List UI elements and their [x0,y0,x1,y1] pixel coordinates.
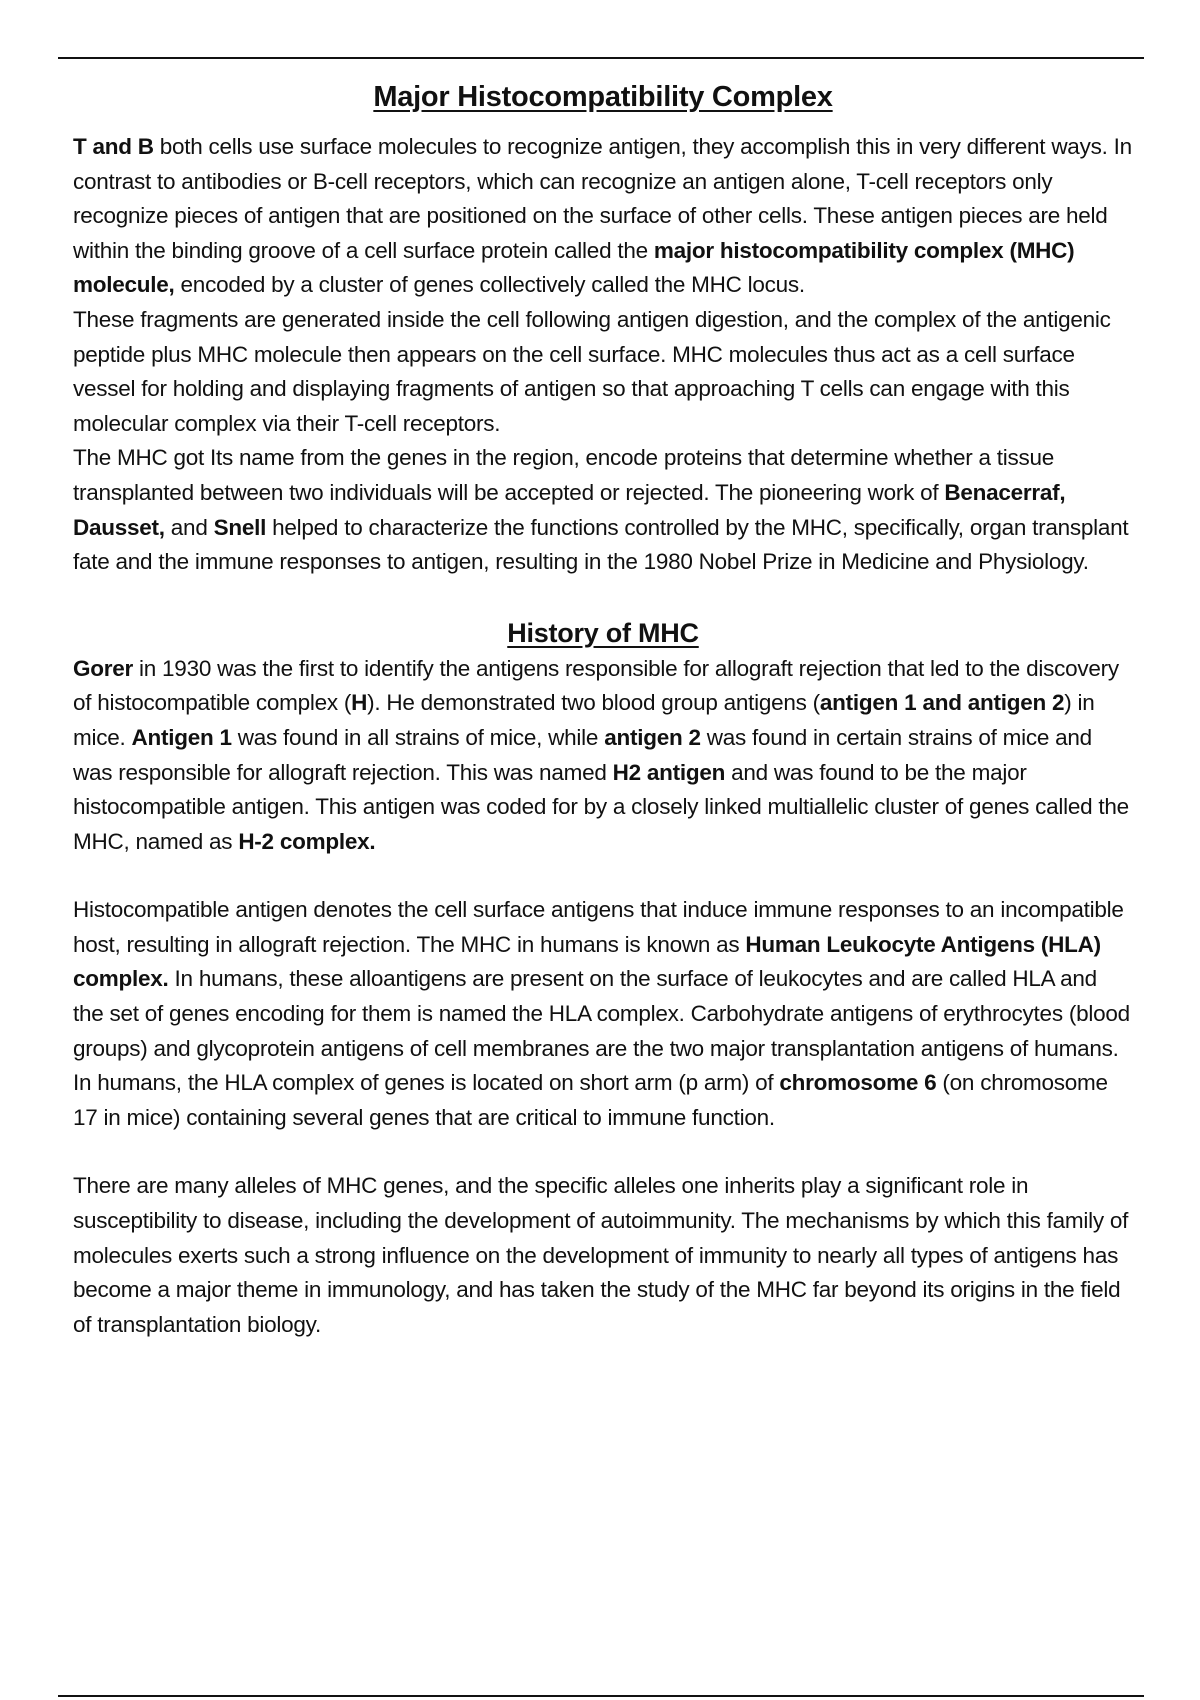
history-p1-text-d: ). He demonstrated two blood group antigens ( [367,690,820,716]
history-p2-bold-b: Human Leukocyte Antigens (HLA) complex. [73,931,1101,992]
intro-p1-text-b: both cells use surface molecules to recognize antigen, they accomplish this in very different ways. In contrast to antibodies or B-cell receptors, which can recognize an antigen alone, T-cell receptors only recognize pieces of antigen that are positioned on the surface of other cells. These antigen pieces are held within the binding groove of a cell surface protein called the [73,134,1132,263]
intro-paragraph-2: These fragments are generated inside the cell following antigen digestion, and the complex of the antigenic peptide plus MHC molecule then appears on the cell surface. MHC molecules thus act as a cell surface vessel for holding and displaying fragments of antigen so that approaching T cells can engage with this molecular complex via their T-cell receptors. [73,306,1111,436]
history-paragraph-1 [73,652,1133,860]
intro-p3-text-a: The MHC got Its name from the genes in the region, encode proteins that determine whether a tissue transplanted between two individuals will be accepted or rejected. The pioneering work of [73,445,1055,505]
history-p1-text-l: and was found to be the major histocompatible antigen. This antigen was coded for by a closely linked multiallelic cluster of genes called the MHC, named as [73,759,1129,854]
history-p1-bold-k: H2 antigen [612,759,726,785]
history-p2-text-a: Histocompatible antigen denotes the cell surface antigens that induce immune responses to an incompatible host, resulting in allograft rejection. The MHC in humans is known as [73,897,1124,957]
history-p1-bold-m: H-2 complex. [238,828,376,854]
history-p1-bold-e: antigen 1 and antigen 2 [819,690,1065,716]
page-title: Major Histocompatibility Complex [373,81,833,113]
history-p1-bold-i: antigen 2 [604,724,701,750]
intro-paragraph-3 [73,441,1133,579]
document-body [73,74,1133,1342]
intro-p1-text-d: encoded by a cluster of genes collectively called the MHC locus. [174,272,805,298]
intro-p3-text-e: helped to characterize the functions controlled by the MHC, specifically, organ transplant fate and the immune responses to antigen, resulting in the 1980 Nobel Prize in Medicine and Physiology. [73,514,1129,575]
intro-p3-bold-d: Snell [213,514,267,540]
history-p1-text-h: was found in all strains of mice, while [231,724,605,750]
history-p2-text-c: In humans, these alloantigens are present on the surface of leukocytes and are called HLA and the set of genes encoding for them is named the HLA complex. Carbohydrate antigens of erythrocytes (blood groups) and glycoprotein antigens of cell membranes are the two major transplantation antigens of humans. [73,966,1130,1061]
intro-p1-bold-c: major histocompatibility complex (MHC) molecule, [73,237,1075,298]
intro-paragraph-1 [73,130,1133,303]
history-paragraph-2 [73,893,1133,1066]
top-rule [58,57,1144,59]
spacer [73,580,1133,614]
history-p3-bold-b: chromosome 6 [779,1070,937,1096]
spacer [73,1135,1133,1169]
history-p3-text-a: In humans, the HLA complex of genes is located on short arm (p arm) of [73,1070,780,1096]
history-p1-bold-c: H [351,690,368,716]
bottom-rule [58,1695,1144,1697]
history-paragraph-3 [73,1066,1133,1135]
history-heading: History of MHC [507,617,699,648]
history-p1-bold-a: Gorer [73,655,134,681]
history-paragraph-4: There are many alleles of MHC genes, and the specific alleles one inherits play a significant role in susceptibility to disease, including the development of autoimmunity. The mechanisms by which this family of molecules exerts such a strong influence on the development of immunity to nearly all types of antigens has become a major theme in immunology, and has taken the study of the MHC far beyond its origins in the field of transplantation biology. [73,1173,1129,1337]
intro-p3-text-c: and [164,514,214,540]
history-p1-bold-g: Antigen 1 [131,724,232,750]
history-p1-text-j: was found in certain strains of mice and was responsible for allograft rejection. This was named [73,724,1092,785]
history-p1-text-f: ) in mice. [73,690,1095,750]
spacer [73,859,1133,893]
history-p1-text-b: in 1930 was the first to identify the antigens responsible for allograft rejection that led to the discovery of histocompatible complex ( [73,655,1119,716]
history-p3-text-c: (on chromosome 17 in mice) containing several genes that are critical to immune function. [73,1070,1108,1130]
intro-p3-bold-b: Benacerraf, Dausset, [73,479,1066,540]
intro-p1-bold-a: T and B [73,134,154,159]
